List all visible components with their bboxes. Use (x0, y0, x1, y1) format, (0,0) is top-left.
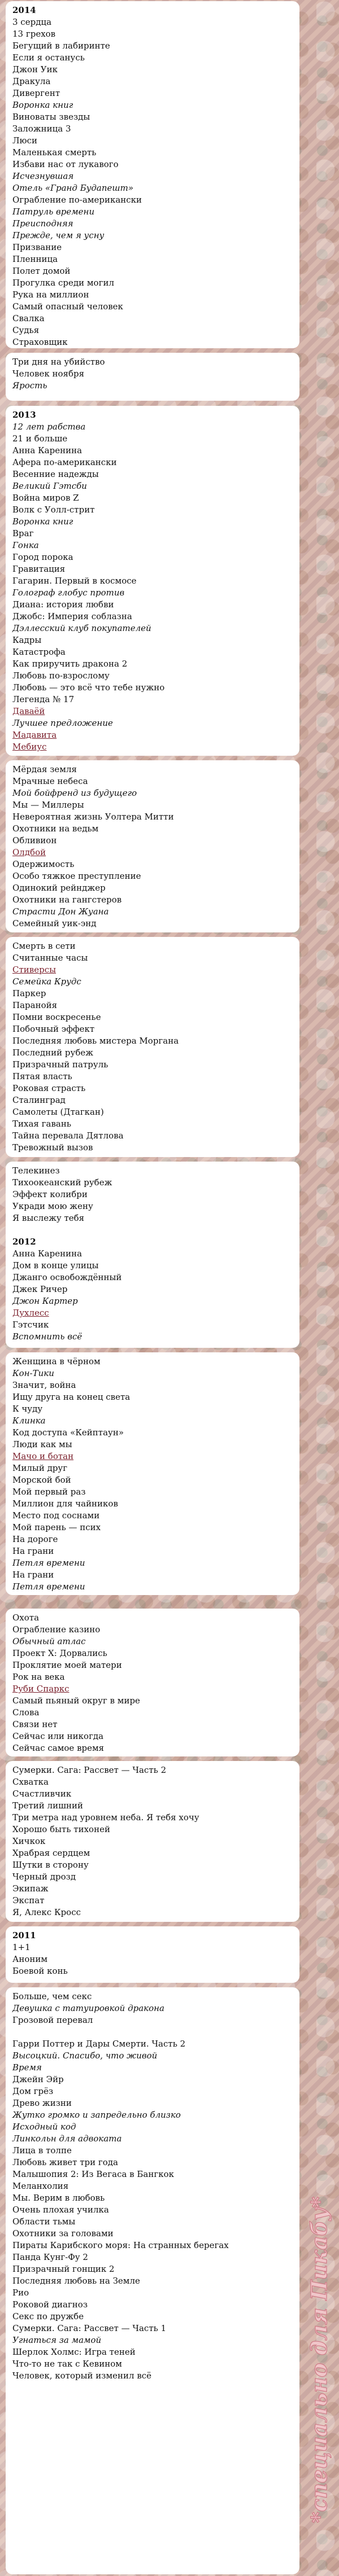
film-title: Что-то не так с Кевином (12, 2359, 122, 2369)
film-title: Дэллесский клуб покупателей (12, 623, 151, 633)
film-title: Люди как мы (12, 1439, 72, 1449)
film-title: Боевой конь (12, 1966, 68, 1976)
film-title: Воронка книг (12, 516, 73, 527)
film-title: Телекинез (12, 1166, 60, 1176)
film-title: Лучшее предложение (12, 718, 113, 728)
film-title: Время (12, 2062, 42, 2073)
film-title: Маленькая смерть (12, 147, 97, 157)
film-title: 21 и больше (12, 433, 68, 444)
film-title: Легенда № 17 (12, 694, 75, 704)
list-panel-2014-continued (6, 353, 299, 401)
film-title: Мой первый раз (12, 1487, 86, 1497)
film-title: Грозовой перевал (12, 2015, 93, 2025)
film-title: Проект Х: Дорвались (12, 1648, 107, 1658)
year-heading: 2014 (12, 5, 36, 15)
film-title: Паркер (12, 988, 46, 998)
film-title: Дракула (12, 76, 51, 86)
film-title: Катастрофа (12, 647, 66, 657)
film-title: Сталинград (12, 1095, 66, 1105)
film-title: Особо тяжкое преступление (12, 871, 141, 881)
film-title: Человек ноября (12, 369, 85, 379)
film-title: Самый пьяный округ в мире (12, 1696, 140, 1706)
film-title: Джобс: Империя соблазна (12, 611, 132, 621)
film-title: Любовь живет три года (12, 2157, 118, 2167)
film-title: Ищу друга на конец света (12, 1392, 131, 1402)
film-title: Виноваты звезды (12, 112, 90, 122)
film-title: Укради мою жену (12, 1201, 93, 1211)
film-title: На грани (12, 1546, 54, 1556)
film-title: Рио (12, 2288, 29, 2298)
film-title: Счастливчик (12, 1789, 72, 1799)
film-title: Третий лишний (12, 1800, 84, 1811)
film-title: Шерлок Холмс: Игра теней (12, 2347, 136, 2357)
film-title: Паранойя (12, 1000, 58, 1010)
film-title: Люси (12, 135, 37, 146)
film-title: Джон Картер (12, 1296, 78, 1306)
film-title: Бегущий в лабиринте (12, 41, 110, 51)
film-title: Дивергент (12, 88, 60, 98)
film-title: К чуду (12, 1404, 43, 1414)
film-title: Патруль времени (12, 207, 95, 217)
watermark-text: *специально для Пикабу* (306, 2196, 332, 2523)
film-title: Волк с Уолл-стрит (12, 505, 95, 515)
film-title: Джек Ричер (12, 1284, 68, 1294)
film-title: Код доступа «Кейптаун» (12, 1427, 124, 1438)
film-title: Малышопия 2: Из Вегаса в Бангкок (12, 2169, 174, 2179)
film-title: Преисподняя (12, 218, 73, 229)
film-title: Древо жизни (12, 2098, 72, 2108)
film-title: Схватка (12, 1777, 49, 1787)
film-title: Пятая власть (12, 1071, 72, 1081)
film-title: Помни воскресенье (12, 1012, 101, 1022)
film-title: Роковой диагноз (12, 2299, 88, 2310)
film-title: Джанго освобождённый (12, 1272, 122, 1282)
film-title: Лица в толпе (12, 2145, 72, 2156)
year-heading: 2012 (12, 1237, 36, 1247)
film-title: Проклятие моей матери (12, 1660, 122, 1670)
film-title: Одинокий рейнджер (12, 883, 106, 893)
film-title: Черный дрозд (12, 1872, 76, 1882)
film-title: Гэтсчик (12, 1320, 49, 1330)
film-title: Полет домой (12, 266, 71, 276)
film-title: Девушка с татуировкой дракона (12, 2003, 164, 2013)
film-title: Воронка книг (12, 100, 73, 110)
film-title: Клинка (12, 1416, 46, 1426)
film-title: Шутки в сторону (12, 1860, 89, 1870)
film-title[interactable]: Руби Спаркс (12, 1684, 69, 1694)
film-title[interactable]: Даваёй (12, 706, 45, 716)
film-title: Гонка (12, 540, 39, 550)
film-title: Город порока (12, 552, 73, 562)
film-title: Тревожный вызов (12, 1142, 93, 1153)
film-title: Роковая страсть (12, 1083, 86, 1093)
film-title: Последний рубеж (12, 1048, 94, 1058)
film-title: Экспат (12, 1895, 45, 1905)
film-title: Призрачный патруль (12, 1059, 108, 1070)
film-title: Избави нас от лукавого (12, 159, 119, 169)
film-title: Прогулка среди могил (12, 278, 114, 288)
film-title: Женщина в чёрном (12, 1356, 101, 1366)
film-title: Ограбление казино (12, 1624, 101, 1635)
film-title: Дом в конце улицы (12, 1260, 99, 1271)
film-title: Охота (12, 1613, 40, 1623)
film-title: Охотники на гангстеров (12, 895, 122, 905)
film-title: Больше, чем секс (12, 1991, 92, 2001)
film-title: Миллион для чайников (12, 1499, 118, 1509)
film-title: 12 лет рабства (12, 422, 86, 432)
list-panel-2011 (6, 1926, 299, 1983)
list-panel-2012-continued-b (6, 1609, 299, 1756)
film-title: Морской бой (12, 1475, 71, 1485)
film-title[interactable]: Мебиус (12, 742, 47, 752)
film-title: Области тьмы (12, 2216, 76, 2227)
film-title: Храбрая сердцем (12, 1848, 90, 1858)
film-title: Невероятная жизнь Уолтера Митти (12, 812, 174, 822)
film-title: Семейка Крудс (12, 976, 81, 987)
film-title[interactable]: Духлесс (12, 1308, 49, 1318)
list-panel-2013-continued-b (6, 937, 299, 1157)
film-title: Линкольн для адвоката (12, 2133, 122, 2144)
film-title: Хичкок (12, 1836, 46, 1846)
film-title: 3 сердца (12, 17, 52, 27)
film-title: Сейчас самое время (12, 1743, 105, 1753)
list-panel-2012 (6, 1162, 299, 1348)
film-title: Сумерки. Сага: Рассвет — Часть 2 (12, 1765, 167, 1775)
year-heading: 2011 (12, 1930, 36, 1940)
film-title: Афера по-американски (12, 457, 117, 467)
film-title: Рука на миллион (12, 290, 89, 300)
film-title: Отель «Гранд Будапешт» (12, 183, 134, 193)
film-title: Как приручить дракона 2 (12, 659, 128, 669)
pikabu-watermark (305, 1868, 334, 2534)
film-title: Анна Каренина (12, 1248, 82, 1259)
film-title: Призрачный гонщик 2 (12, 2264, 115, 2274)
film-title[interactable]: Олдбой (12, 847, 46, 857)
film-title: Высоцкий. Спасибо, что живой (12, 2051, 158, 2061)
film-title: Три дня на убийство (12, 357, 105, 367)
film-title: Самолеты (Дтагкан) (12, 1107, 104, 1117)
film-title: Тихоокеанский рубеж (12, 1177, 112, 1188)
film-title: Тайна перевала Дятлова (12, 1131, 124, 1141)
list-panel-2014 (6, 1, 299, 348)
film-title: Слова (12, 1707, 40, 1718)
film-title: Охотники за головами (12, 2228, 114, 2238)
film-title: Мёрдая земля (12, 764, 77, 774)
film-title: Заложница 3 (12, 124, 71, 134)
film-title: Вспомнить всё (12, 1331, 82, 1342)
film-title: Самый опасный человек (12, 301, 123, 312)
film-title: Считанные часы (12, 953, 88, 963)
film-title: На дороге (12, 1534, 58, 1544)
film-title: Гравитация (12, 564, 66, 574)
list-panel-2012-continued-a (6, 1352, 299, 1595)
film-title: Панда Кунг-Фу 2 (12, 2252, 88, 2262)
film-title: Петля времени (12, 1581, 85, 1592)
film-title: Ярость (12, 380, 47, 391)
film-title: Страсти Дон Жуана (12, 906, 109, 917)
film-title: Жутко громко и запредельно близко (12, 2110, 181, 2120)
film-title[interactable]: Стиверсы (12, 965, 56, 975)
film-title: Мой парень — псих (12, 1522, 101, 1532)
film-title: Угнаться за мамой (12, 2335, 102, 2345)
list-panel-2012-continued-c (6, 1761, 299, 1922)
film-title: Очень плохая училка (12, 2205, 109, 2215)
film-title: Гагарин. Первый в космосе (12, 576, 137, 586)
film-title: Исчезнувшая (12, 171, 74, 181)
film-title: Рок на века (12, 1672, 65, 1682)
film-title: Диана: история любви (12, 599, 114, 610)
film-title: Охотники на ведьм (12, 823, 99, 834)
film-title: Мой бойфренд из будущего (12, 788, 137, 798)
list-panel-2013-continued-a (6, 760, 299, 932)
film-title: Джон Уик (12, 64, 58, 75)
list-panel-2011-continued (6, 1987, 299, 2574)
film-title: Пленница (12, 254, 58, 264)
film-title: 13 грехов (12, 29, 56, 39)
film-title: Кадры (12, 635, 42, 645)
film-title: Пираты Карибского моря: На странных берегах (12, 2240, 229, 2250)
film-title: Свалка (12, 313, 45, 323)
film-title: Смерть в сети (12, 941, 76, 951)
film-title: Обливион (12, 835, 57, 845)
film-title: Исходный код (12, 2122, 76, 2132)
film-title: На грани (12, 1570, 54, 1580)
film-title: Значит, война (12, 1380, 76, 1390)
film-title: Эффект колибри (12, 1189, 88, 1199)
film-title: Враг (12, 528, 34, 538)
film-title: Экипаж (12, 1883, 49, 1894)
spacer (12, 1224, 293, 1236)
film-title: Страховщик (12, 337, 68, 347)
film-title: Гарри Поттер и Дары Смерти. Часть 2 (12, 2039, 186, 2049)
film-title: Три метра над уровнем неба. Я тебя хочу (12, 1812, 199, 1823)
film-title[interactable]: Мадавита (12, 730, 57, 740)
year-heading: 2013 (12, 410, 36, 420)
film-title: Если я останусь (12, 52, 85, 63)
film-title: Хорошо быть тихоней (12, 1824, 110, 1834)
film-title: Голограф глобус против (12, 588, 125, 598)
film-title: Любовь по-взрослому (12, 671, 110, 681)
list-panel-2013 (6, 406, 299, 756)
film-title: Последняя любовь на Земле (12, 2276, 140, 2286)
film-title: 1+1 (12, 1942, 31, 1952)
film-title: Ограбление по-американски (12, 195, 142, 205)
spacer (12, 2026, 293, 2038)
film-title: Одержимость (12, 859, 75, 869)
film-title: Тихая гавань (12, 1119, 71, 1129)
film-title: Судья (12, 325, 40, 335)
film-title: Анна Каренина (12, 445, 82, 455)
film-title: Дом грёз (12, 2086, 54, 2096)
film-title: Мы — Миллеры (12, 800, 84, 810)
film-title: Призвание (12, 242, 62, 252)
film-title: Последняя любовь мистера Моргана (12, 1036, 179, 1046)
film-title: Война миров Z (12, 493, 79, 503)
film-title: Секс по дружбе (12, 2311, 84, 2321)
film-title: Прежде, чем я усну (12, 230, 105, 240)
film-title: Сумерки. Сага: Рассвет — Часть 1 (12, 2323, 167, 2333)
film-title: Семейный уик-энд (12, 918, 97, 928)
film-title: Сейчас или никогда (12, 1731, 104, 1741)
film-title: Кон-Тики (12, 1368, 54, 1378)
film-title: Человек, который изменил всё (12, 2371, 152, 2381)
film-title: Мрачные небеса (12, 776, 88, 786)
film-title: Место под соснами (12, 1510, 100, 1521)
film-title: Мы. Верим в любовь (12, 2193, 105, 2203)
film-title: Великий Гэтсби (12, 481, 87, 491)
film-title: Джейн Эйр (12, 2074, 64, 2084)
film-title: Аноним (12, 1954, 48, 1964)
film-title: Я, Алекс Кросс (12, 1907, 81, 1917)
film-title: Я выслежу тебя (12, 1213, 85, 1223)
film-title: Меланхолия (12, 2181, 69, 2191)
film-title: Петля времени (12, 1558, 85, 1568)
film-title: Обычный атлас (12, 1636, 86, 1646)
film-title: Любовь — это всё что тебе нужно (12, 682, 165, 693)
film-title: Побочный эффект (12, 1024, 95, 1034)
film-title: Весенние надежды (12, 469, 99, 479)
film-title: Милый друг (12, 1463, 68, 1473)
film-title[interactable]: Мачо и ботан (12, 1451, 74, 1461)
film-title: Связи нет (12, 1719, 58, 1729)
